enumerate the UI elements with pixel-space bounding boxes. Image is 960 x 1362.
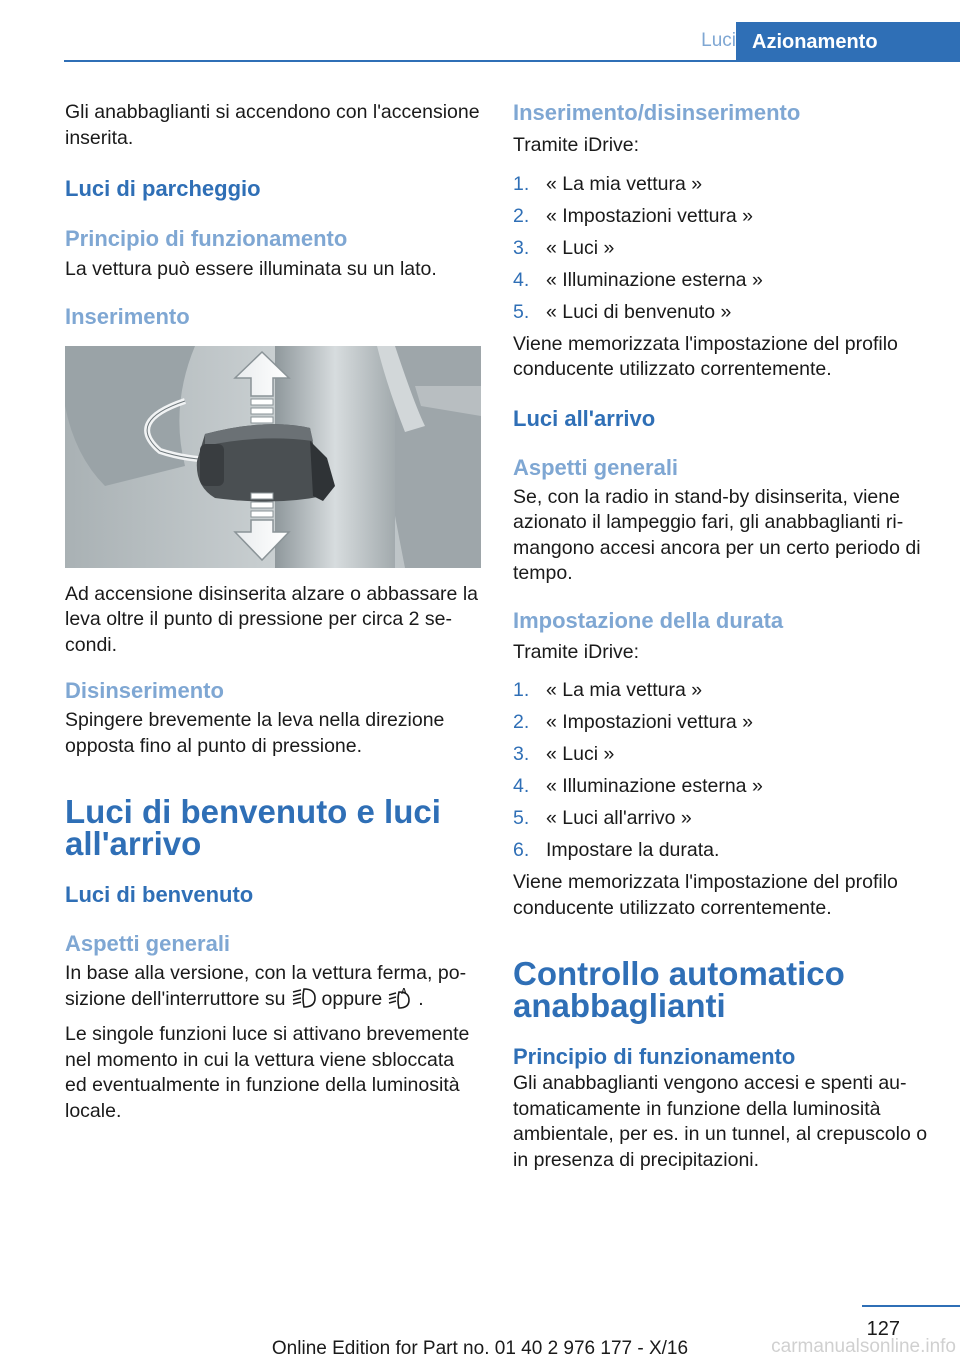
header-section-label: Luci — [701, 30, 736, 51]
duration-note: Viene memorizzata l'impostazione del profilo conducente utilizzato correntemente. — [513, 871, 898, 919]
general-text-end: . — [418, 987, 424, 1010]
disable-paragraph: Spingere brevemente la leva nella direzione opposta fino al punto di pressione. — [65, 709, 445, 757]
left-column — [65, 100, 481, 1124]
list-item: 2. « Impostazioni vettura » — [513, 204, 754, 227]
list-item: 6. Impostare la durata. — [513, 839, 720, 861]
automatic-headlight-icon — [388, 987, 412, 1017]
edition-footer: Online Edition for Part no. 01 40 2 976 177 - X/16 — [271, 1338, 689, 1359]
auto-section-heading: Controllo automatico anabbaglianti — [513, 955, 845, 1024]
list-item: 5. « Luci di benvenuto » — [513, 300, 732, 323]
list-item: 2. « Impostazioni vettura » — [513, 711, 754, 733]
list-item: 3. « Luci » — [513, 236, 615, 259]
insert-heading: Inserimento — [65, 303, 190, 329]
page-number: 127 — [866, 1318, 900, 1340]
disable-heading: Disinserimento — [65, 678, 224, 703]
duration-heading: Impostazione della durata — [513, 607, 784, 633]
principle-paragraph: La vettura può essere illuminata su un lato. — [65, 258, 437, 280]
low-beam-switch-icon — [292, 987, 316, 1017]
general-heading: Aspetti generali — [65, 931, 231, 956]
welcome-section-heading: Luci di benvenuto e luci all'arrivo — [65, 793, 441, 862]
arrival-general-heading: Aspetti generali — [513, 454, 679, 480]
list-item: 5. « Luci all'arrivo » — [513, 807, 692, 829]
parking-lights-heading: Luci di parcheggio — [65, 176, 261, 201]
list-item: 1. « La mia vettura » — [513, 679, 703, 701]
footer-rule — [862, 1305, 960, 1307]
welcome-lights-heading: Luci di benvenuto — [65, 882, 254, 907]
arrival-general-paragraph: Se, con la radio in stand-by disinserita, viene azionato il lampeggio fari, gli anabbaglianti rimangono accesi ancora per un certo periodo di tempo. — [513, 485, 921, 584]
onoff-note: Viene memorizzata l'impostazione del profilo conducente utilizzato correntemente. — [513, 332, 898, 380]
header-rule — [64, 60, 960, 62]
svg-text:A: A — [401, 986, 407, 996]
turn-signal-lever-illustration — [65, 346, 481, 568]
general-paragraph — [65, 961, 481, 1016]
onoff-intro: Tramite iDrive: — [513, 134, 640, 156]
duration-steps-list — [513, 678, 933, 864]
list-item: 4. « Illuminazione esterna » — [513, 268, 763, 291]
auto-principle-heading: Principio di funzionamento — [513, 1044, 796, 1069]
arrival-lights-heading: Luci all'arrivo — [513, 405, 656, 431]
list-item: 4. « Illuminazione esterna » — [513, 775, 763, 797]
duration-intro: Tramite iDrive: — [513, 640, 640, 663]
onoff-heading: Inserimento/disinserimento — [513, 100, 801, 125]
general-text-or: oppure — [321, 987, 383, 1010]
intro-paragraph: Gli anabbaglianti si accendono con l'accensione inserita. — [65, 101, 480, 149]
principle-heading: Principio di funzionamento — [65, 226, 348, 251]
auto-principle-paragraph: Gli anabbaglianti vengono accesi e spenti automaticamente in funzione della luminosità ambientale, per es. in un tunnel, al crepuscolo o in presenza di precipitazioni. — [513, 1072, 928, 1171]
insert-paragraph: Ad accensione disinserita alzare o abbassare la leva oltre il punto di pressione per circa 2 secondi. — [65, 582, 478, 656]
general-text-a: In base alla versione, con la vettura ferma, posizione dell'interruttore su — [65, 962, 467, 1010]
header-chapter-tab: Azionamento — [736, 22, 960, 62]
right-column — [513, 100, 933, 1173]
list-item: 3. « Luci » — [513, 743, 615, 765]
onoff-steps-list — [513, 172, 933, 326]
general-paragraph-2: Le singole funzioni luce si attivano brevemente nel momento in cui la vettura viene sbloccata ed eventualmente in funzione della luminosità locale. — [65, 1023, 470, 1122]
list-item: 1. « La mia vettura » — [513, 172, 703, 195]
watermark: carmanualsonline.info — [771, 1336, 956, 1357]
